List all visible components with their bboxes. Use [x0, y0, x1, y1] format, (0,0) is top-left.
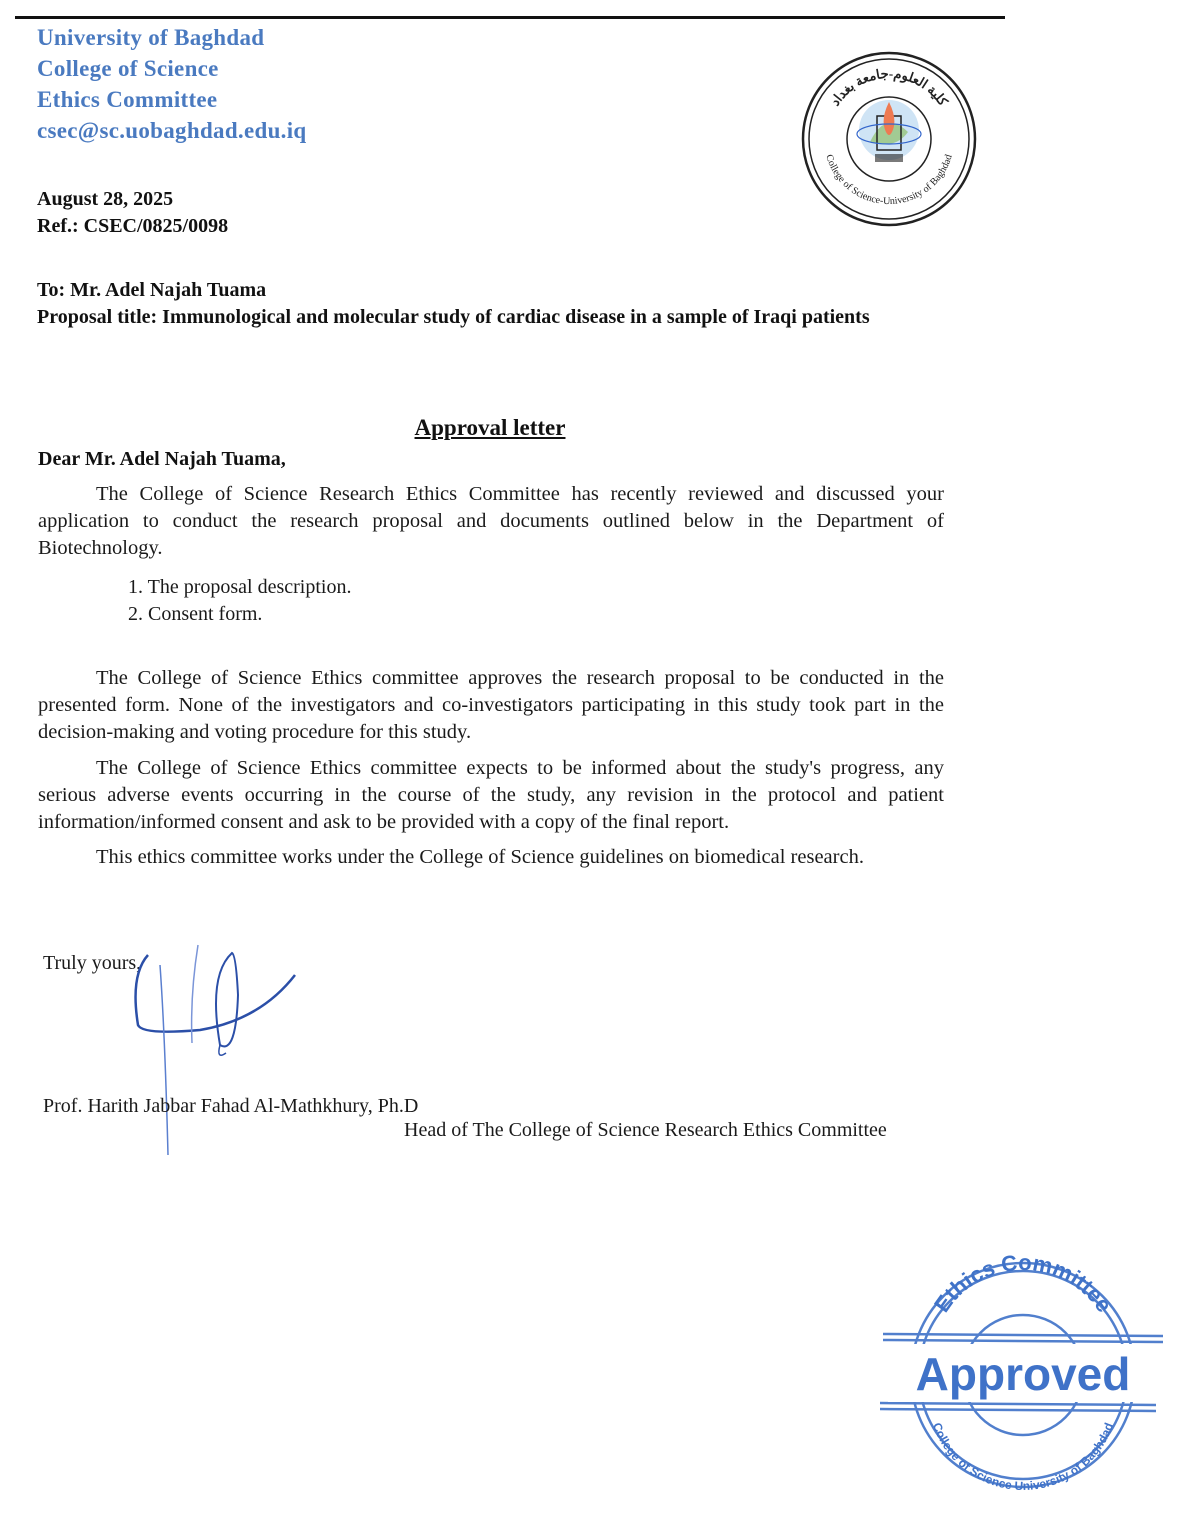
- signer-name: Prof. Harith Jabbar Fahad Al-Mathkhury, Ph.D: [43, 1095, 419, 1117]
- paragraph-expectations: The College of Science Ethics committee expects to be informed about the study's progress, any serious adverse events occurring in the course of the study, any revision in the protocol and patient information/informed consent and ask to be provided with a copy of the final report.: [38, 757, 944, 833]
- list-item: 1. The proposal description.: [128, 576, 352, 598]
- committee-name: Ethics Committee: [37, 87, 218, 112]
- closing: Truly yours,: [43, 952, 142, 974]
- list-item: 2. Consent form.: [128, 603, 263, 625]
- committee-email: csec@sc.uobaghdad.edu.iq: [37, 118, 307, 143]
- recipient-block: [37, 277, 937, 331]
- proposal-title: Proposal title: Immunological and molecular study of cardiac disease in a sample of Iraqi patients: [37, 306, 870, 328]
- paragraph-approval: The College of Science Ethics committee approves the research proposal to be conducted in the presented form. None of the investigators and co-investigators participating in this study took part in the decision-making and voting procedure for this study.: [38, 667, 944, 743]
- college-seal-icon: [800, 50, 978, 228]
- letter-title: Approval letter: [414, 415, 566, 440]
- reference-number: Ref.: CSEC/0825/0098: [37, 215, 229, 237]
- svg-text:Ethics Committee: Ethics Committee: [929, 1250, 1118, 1317]
- salutation: Dear Mr. Adel Najah Tuama,: [38, 448, 286, 470]
- paragraph-review: The College of Science Research Ethics Committee has recently reviewed and discussed your application to conduct the research proposal and documents outlined below in the Department of Biotechnology.: [38, 483, 944, 559]
- letter-date: August 28, 2025: [37, 188, 174, 210]
- approved-stamp-icon: [878, 1250, 1168, 1500]
- svg-text:Approved: Approved: [915, 1348, 1131, 1400]
- recipient-name: To: Mr. Adel Najah Tuama: [37, 279, 267, 301]
- svg-text:كلية العلوم-جامعة بغداد: كلية العلوم-جامعة بغداد: [827, 65, 951, 109]
- college-name: College of Science: [37, 56, 219, 81]
- signer-role: Head of The College of Science Research Ethics Committee: [404, 1119, 887, 1141]
- letter-meta: [37, 186, 228, 240]
- signature-icon: [120, 935, 310, 1155]
- letterhead: [37, 22, 307, 146]
- documents-list: [128, 574, 351, 628]
- header-rule: [15, 16, 1005, 19]
- svg-text:College of Science University: College of Science University of Baghdad: [929, 1420, 1117, 1494]
- university-name: University of Baghdad: [37, 25, 265, 50]
- paragraph-guidelines: This ethics committee works under the College of Science guidelines on biomedical research.: [96, 846, 864, 868]
- svg-text:College of Science-University: College of Science-University of Baghdad: [823, 153, 955, 208]
